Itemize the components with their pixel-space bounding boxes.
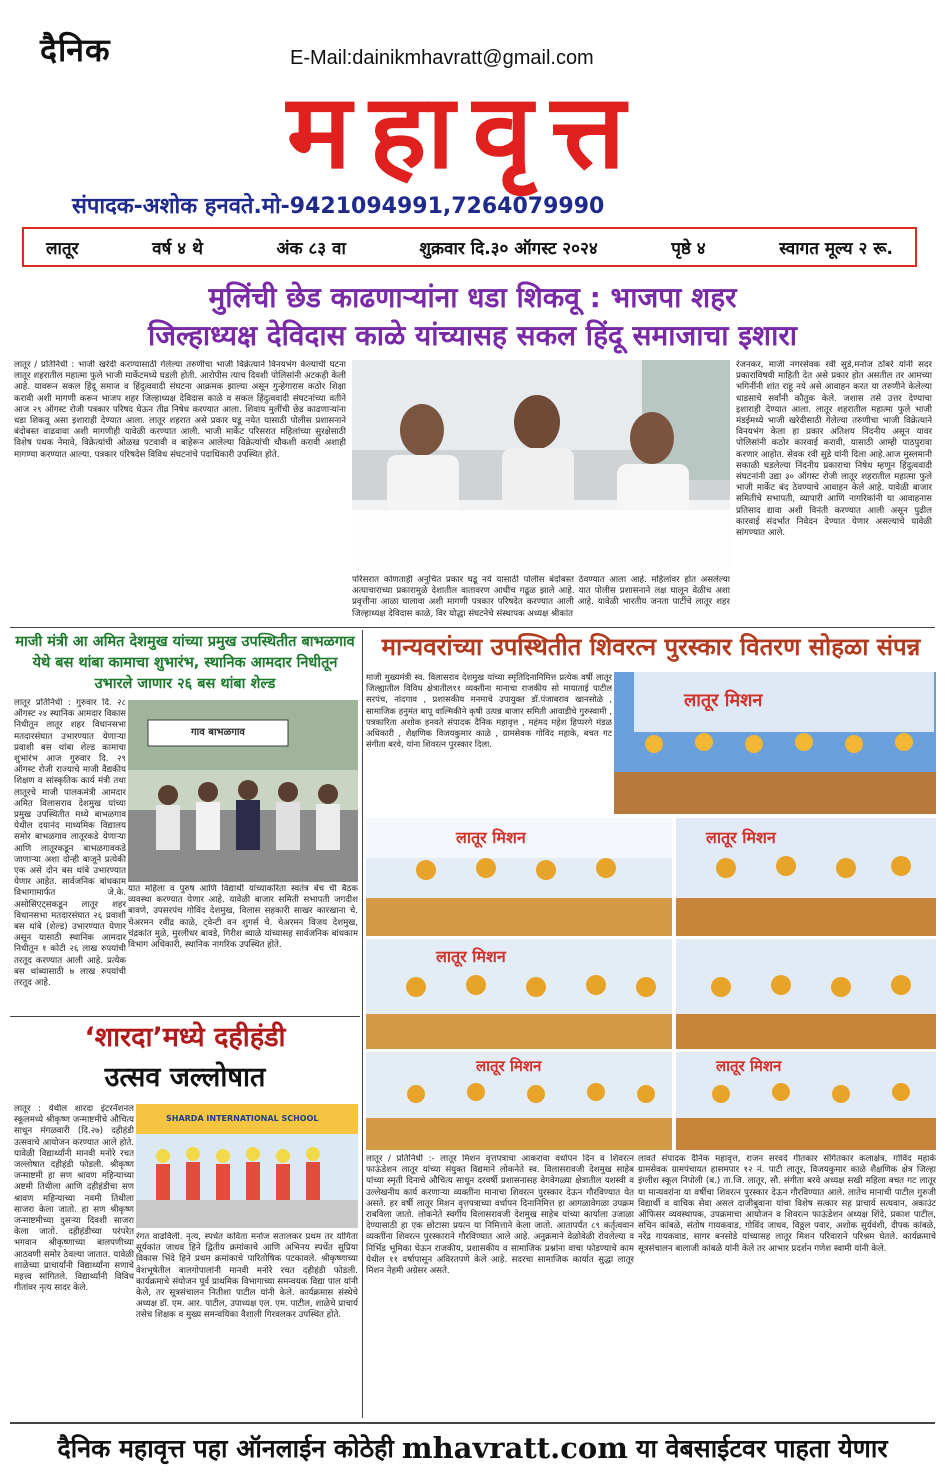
lead-headline-line-2: जिल्हाध्यक्ष देविदास काळे यांच्यासह सकल हिंदू समाजाचा इशारा (147, 319, 798, 352)
issue-pages: पृष्ठे ४ (671, 238, 706, 259)
lead-column-middle: परिसरात कोणताही अनुचित प्रकार घडू नये यासाठी पोलीस बंदोबस्त ठेवण्यात आला आहे. महिलांवर होत असलेल्या अत्याचाराच्या प्रकारामुळे देशातील वातावरण आधीच गढूळ झाले आहे. यात पोलीस प्रशासनाने लक्ष घालून वेळीच अशा प्रवृत्तीना आळा घालावा अशी मागणी पत्रकार परिषदेत करण्यात आली आहे. यावेळी भारतीय जनता पार्टीचे लातूर शहर जिल्हाध्यक्ष देविदास काळे, विर योद्धा संघटनेचे संस्थापक अध्यक्ष श्रीकांत (352, 575, 730, 619)
footer-website-link[interactable]: mhavratt.com (401, 1431, 628, 1465)
award-intro: माजी मुख्यमंत्री स्व. विलासराव देशमुख यांच्या स्मृतिदिनानिमित्त प्रत्येक वर्षी लातूर जिल्ह्यातील विविध क्षेत्रातील११ व्यक्तीना मानाचा राजकीय सो मायाताई पाटील सरपंच, नांदगाव , प्रशासकीय मनमाचे उपायुक्त डॉ.पंजाबराव खानसोळे , सामाजिक हनुमंत बापू वाल्मिकीने कृषी उत्पन्न बाजार समिती आवाडीचे गुरुस्वामी , पत्रकारिता अशोक हनवते संपादक दैनिक महावृत्त , महंमद महेश हिप्परगे मंडळ अधिकारी , शैक्षणिक विजयकुमार काळे , ग्रामसेवक गोविंद महाके, बचत गट संगीता बरवे, यांना शिवरत्न पुरस्कार दिला. (366, 672, 612, 750)
issue-city: लातूर (46, 238, 79, 259)
issue-info-bar (22, 227, 917, 267)
issue-price: स्वागत मूल्य २ रू. (779, 238, 893, 259)
issue-year: वर्ष ४ थे (152, 238, 203, 259)
newspaper-title: महावृत्त (286, 73, 644, 192)
banner-text: लातूर मिशन (716, 1057, 782, 1075)
divider (10, 1016, 360, 1017)
award-photo-6 (366, 1052, 672, 1150)
award-photo-1 (614, 672, 936, 814)
masthead-daily: दैनिक (40, 31, 111, 69)
banner-text: लातूर मिशन (684, 690, 763, 711)
bus-stop-photo (128, 700, 358, 882)
banner-text: लातूर मिशन (706, 828, 776, 847)
lead-column-right: रंजनकर, माजी नगरसेवक रवी सुडे,मनोज ठोंबरे यांनी सदर प्रकाराविषयी माहिती देत असे प्रकार होत असतील तर आमच्या भगिनींनी शांत राहू नये असे आवाहन करत या तरुणीने केलेल्या धाडसाचे सर्वांनी कौतुक केले. जशास तसे उत्तर देण्याचा इशाराही देण्यात आला. लातूर शहरातील महात्मा फुले भाजी मंडईमध्ये भाजी खरेदीसाठी गेलेल्या तरुणीचा भाजी विक्रेत्याने विनयभंग केला हा प्रकार अतिशय निंदनीय असून यावर पोलिसांनी कठोर कारवाई करावी, यासाठी आम्ही पाठपुरावा करणार आहोत. सेवक रवी सुडे यांनी दिला आहे.आज मुस्लमानी सकाळी घडलेल्या निंदनीय प्रकाराचा निषेध म्हणून हिंदुत्ववादी संघटनांनी उद्या ३० ऑगस्ट रोजी लातूर शहरातील महात्मा फुले भाजी मार्केट बंद ठेवण्याचे आवाहन केले आहे. यावेळी बाजार समितीचे सभापती, व्यापारी आणि नागरिकांनी या आवाहनास प्रतिसाद द्यावा अशी विनंती करण्यात आली असून पुढील कारवाई संदर्भात निवेदन देण्यात येणार असल्याचे यावेळी सांगण्यात आले. (736, 360, 932, 539)
award-column-a: लातूर / प्रतिनिधी :- लातूर मिशन वृत्तपत्राचा आकरावा वर्धापन दिन व शिवरत्न फाऊंडेशन लातूर यांच्या संयुक्त विद्यमाने लोकनेते स्व. विलासरावजी देशमुख साहेब यांच्या स्मृती दिनाचे औचित्य साधून दरवर्षी प्रशासनासह वेगवेगळ्या क्षेत्रातील यशस्वी व उल्लेखनीय कार्य करणाऱ्या व्यक्तींना मानाचा शिवरत्न पुरस्कार देऊन गौरविण्यात येत असते. हर वर्षी लातूर मिशन वृत्तपत्राच्या वर्धापन दिनानिमित्त हा आगळावेगळा उपक्रम राबविला जातो. लोकनेते स्वर्गीय विलासरावजी देशमुख साहेब यांच्या कार्याला उजाळा देण्यासाठी हा एक छोटासा प्रयत्न या निमित्ताने केला जातो. आतापर्यंत ८९ कर्तृत्ववान व्यक्तींना शिवरत्न पुरस्काराने गौरविण्यात आले आहे. अनुक्रमाने वेळोवेळी रोवलेल्या व निर्भिड भूमिका घेऊन राजकीय, प्रशासकीय व सामाजिक प्रश्नांना वाचा फोडण्याचे काम येथील ११ वर्षापासून अविरतपणे केले आहे. सदरचा सामाजिक कार्यात सुद्धा लातूर मिशन नेहमी अग्रेसर असते. (366, 1154, 634, 1277)
village-sign-text: गाव बाभळगाव (191, 727, 245, 738)
award-photo-2 (366, 818, 672, 936)
dahi-handi-headline (12, 1018, 358, 1098)
press-conference-photo (352, 360, 730, 570)
divider (362, 630, 363, 1418)
issue-date: शुक्रवार दि.३० ऑगस्ट २०२४ (419, 238, 598, 259)
award-photo-4 (366, 939, 672, 1049)
footer-prefix: दैनिक महावृत्त पहा ऑनलाईन कोठेही (57, 1434, 394, 1463)
award-photo-3 (676, 818, 936, 936)
award-photo-5 (676, 939, 936, 1049)
dahi-handi-headline-line-1: ‘शारदा’मध्ये दहीहंडी (84, 1022, 286, 1053)
lead-column-left: लातूर / प्रतिनिधी : भाजी खरेदी करण्यासाठी गेलेल्या तरुणीचा भाजी विक्रेत्याने विनयभंग केल्याची घटना लातूर शहरातील महात्मा फुले भाजी मार्केटमध्ये घडली होती. आरोपीस त्याच दिवशी पोलिसांनी अटकही केली आहे. यावरून सकल हिंदू समाज व हिंदुत्ववादी संघटना आक्रमक झाल्या असून गुन्हेगारास कठोर शिक्षा करावी अशी मागणी करून भाजप शहर जिल्हाध्यक्ष देविदास काळे व सकल हिंदुत्ववादी संघटनांच्या वतीने आज २९ ऑगस्ट रोजी पत्रकार परिषद घेऊन तीव्र निषेध करण्यात आला. शिवाय मुलींची छेड काढणाऱ्यांना धडा शिकवू असा इशाराही देण्यात आला. लातूर शहरात असे प्रकार घडू नयेत यासाठी पोलीस प्रशासनाने बंदोबस्त वाढवावा अशी मागणीही यावेळी करण्यात आली. भाजी मार्केट परिसरात महिलांच्या सुरक्षेसाठी विशेष पथक नेमावे, विक्रेत्यांची ओळख पटवावी व बाहेरून आलेल्या विक्रेत्यांची चौकशी करावी अशाही मागण्या करण्यात आल्या. पत्रकार परिषदेस विविध संघटनांचे पदाधिकारी उपस्थित होते. (14, 360, 346, 460)
dahi-handi-headline-line-2: उत्सव जल्लोषात (104, 1062, 266, 1093)
award-column-c: लावते संपादक दैनिक महावृत्त, राजन सरवदे गीतकार संगितकार कलाक्षेत्र, गोविंद महाके ग्रामसेवक ग्रामपंचायत हासमपार १२ नं. पाटी लातूर, विजयकुमार काळे शैक्षणिक क्षेत्र जिल्हा इंग्लीश स्कूल निपोली (ब.) ता.जि. लातूर, सौ. संगीता बरवे अध्यक्ष सखी महिला बचत गट लातूर या मान्यवरांना या वर्षीचा शिवरत्न पुरस्कार देऊन गौरविण्यात आले. लातेच मानाची पाटील गुरुजी विद्यार्थी व वाचिक सेवा असल दाजीबुवाना यांचा विशेष सत्कार सह प्राचार्य सत्यवान, अकाउंट ऑफिसर व्यवस्थापक, उपक्रमाचा आयोजन व शिवरत्न फाऊंडेशन अध्यक्ष शिंदे, प्रकाश पाटील, सचिन कांबळे, संतोष गायकवाड, गोविंद जाधव, विठ्ठल पवार, अशोक सुर्यवंशी, दीपक कांबळे, नरेंद्र गायकवाड, सागर बनसोडे यांच्यासह लातूर मिशन परिवाराने परिश्रम घेतले. कार्यक्रमाचे सूत्रसंचालन बालाजी कांबळे यांनी केले तर आभार प्रदर्शन गणेश स्वामी यांनी केले. (638, 1154, 936, 1254)
footer-divider (10, 1422, 935, 1424)
award-photo-7 (676, 1052, 936, 1150)
bus-stop-column-b: यात महिला व पुरुष आणि विद्यार्थी यांच्याकरिता स्वतंत्र बेंच ची बैठक व्यवस्था करण्यात येणार आहे. यावेळी बाजार समिती सभापती जगदीश बावणे, उपसरपंच गोविंद देशमुख, विलास सहकारी साखर कारखाना चे. चेअरमन रवींद्र काळे, ट्वेन्टी वन शुगर्स चे. चेअरमन विजय देशमुख, चंद्रकांत मुळे, मुरलीधर बावडे, गिरीश ब्याळे यांच्यासह सार्वजनिक बांधकाम विभाग अधिकारी, स्थानिक नागरिक उपस्थित होते. (128, 884, 358, 951)
school-sign-text: SHARDA INTERNATIONAL SCHOOL (166, 1114, 319, 1123)
banner-text: लातूर मिशन (476, 1057, 542, 1075)
bus-stop-headline: माजी मंत्री आ अमित देशमुख यांच्या प्रमुख उपस्थितीत बाभळगाव येथे बस थांबा कामाचा शुभारंभ, स्थानिक आमदार निधीतून उभारले जाणार २६ बस थांबा शेल्ड (15, 634, 355, 692)
banner-text: लातूर मिशन (456, 828, 526, 847)
dahi-handi-column-a: लातूर : येथील शारदा इंटरनॅशनल स्कूलमध्ये श्रीकृष्ण जन्माष्टमीचे औचित्य साधून मंगळवारी (दि.२७) दहीहंडी उत्सवाचे आयोजन करण्यात आले होते. यावेळी विद्यार्थ्यांनी मानवी मनोरे रचत जल्लोषात दहीहंडी फोडली. श्रीकृष्ण जन्माष्टमी हा सण श्रावण महिन्याच्या अष्टमी तिथीला आणि दहीहंडीचा सण श्रावण महिन्याच्या नवमी तिथीला साजरा केला जातो. हा सण श्रीकृष्ण जन्माष्टमीच्या दुसऱ्या दिवशी साजरा केला जातो. दहीहंडीच्या परंपरेत भगवान श्रीकृष्णाच्या बालपणीच्या आठवणी समोर ठेवल्या जातात. यावेळी शाळेच्या प्राचार्यांनी विद्यार्थ्यांना सणाचे महत्त्व सांगितले. विद्यार्थ्यांनी विविध गीतांवर नृत्य सादर केले. (14, 1104, 134, 1294)
issue-number: अंक ८३ वा (276, 238, 346, 259)
dahi-handi-column-b: रंगत वाढविली. नृत्य, स्पर्धेत कविता मनोज सतालकर प्रथम तर योगिता सूर्यकांत जाधव हिने द्वितीय क्रमांकाचे आणि अभिनय स्पर्धेत सुप्रिया विकास भिंदे हिने प्रथम क्रमांकाचे पारितोषिक पटकावले. श्रीकृष्णाच्या वेशभूषेतील बालगोपालांनी मानवी मनोरे रचत दहीहंडी फोडली. कार्यक्रमाचे संयोजन पूर्व प्राथमिक विभागाच्या समन्वयक विद्या पाल यांनी केले, तर सूत्रसंचालन नितीशा पाटील यांनी केले. कार्यक्रमास संस्थेचे अध्यक्ष डॉ. एम. आर. पाटील, उपाध्यक्ष एल. एम. पाटील, शाळेचे प्राचार्य तसेच शिक्षक व मुख्य समन्वयिका वैशाली गिरवलकर उपस्थित होते. (136, 1232, 358, 1321)
masthead-email: E-Mail:dainikmhavratt@gmail.com (290, 47, 594, 69)
banner-text: लातूर मिशन (436, 947, 506, 966)
divider (10, 627, 935, 628)
award-headline: मान्यवरांच्या उपस्थितीत शिवरत्न पुरस्कार वितरण सोहळा संपन्न (381, 633, 921, 661)
editor-line: संपादक-अशोक हनवते.मो-9421094991,7264079990 (72, 194, 605, 219)
bus-stop-column-a: लातूर प्रतिनिधी : गुरुवार दि. २८ ऑगस्ट २४ स्थानिक आमदार विकास निधीतून लातूर शहर विधानसभा मतदारसंघात उभारण्यात येणाऱ्या प्रवाशी बस थांबा शेल्ड कामाचा शुभारंभ आज गुरुवार दि. २९ ऑगस्ट रोजी राज्याचे माजी वैद्यकीय शिक्षण व सांस्कृतिक कार्य मंत्री तथा लातूरचे माजी पालकमंत्री आमदार अमित विलासराव देशमुख यांच्या प्रमुख उपस्थितीत मध्ये बाभळगाव येथील दयानंद माध्यमिक विद्यालय समोर बाभळगाव लातूरकडे येणाऱ्या आणि लातूरकडून बाभळगावकडे जाणाऱ्या अशा दोन्ही बाजूने प्रत्येकी एक असे दोन बस थांबे उभारण्यात येणार आहेत. सार्वजनिक बांधकाम विभागामार्फत जे.के. असोसिएट्सकडून लातूर शहर विधानसभा मतदारसंघात २६ प्रवाशी बस थांबे (शेल्ड) उभारण्यात येणार असून यासाठी स्थानिक आमदार निधीतून १ कोटी २६ लाख रुपयांची तरतूद करण्यात आली आहे. प्रत्येक बस थांब्यासाठी ७ लाख रुपयांची तरतूद आहे. (14, 698, 126, 989)
lead-headline-line-1: मुलिंची छेड काढणाऱ्यांना धडा शिकवू : भाजपा शहर (208, 281, 737, 314)
footer-banner (0, 1426, 945, 1470)
footer-suffix: या वेबसाईटवर पाहता येणार (635, 1434, 888, 1463)
dahi-handi-photo (136, 1104, 358, 1228)
